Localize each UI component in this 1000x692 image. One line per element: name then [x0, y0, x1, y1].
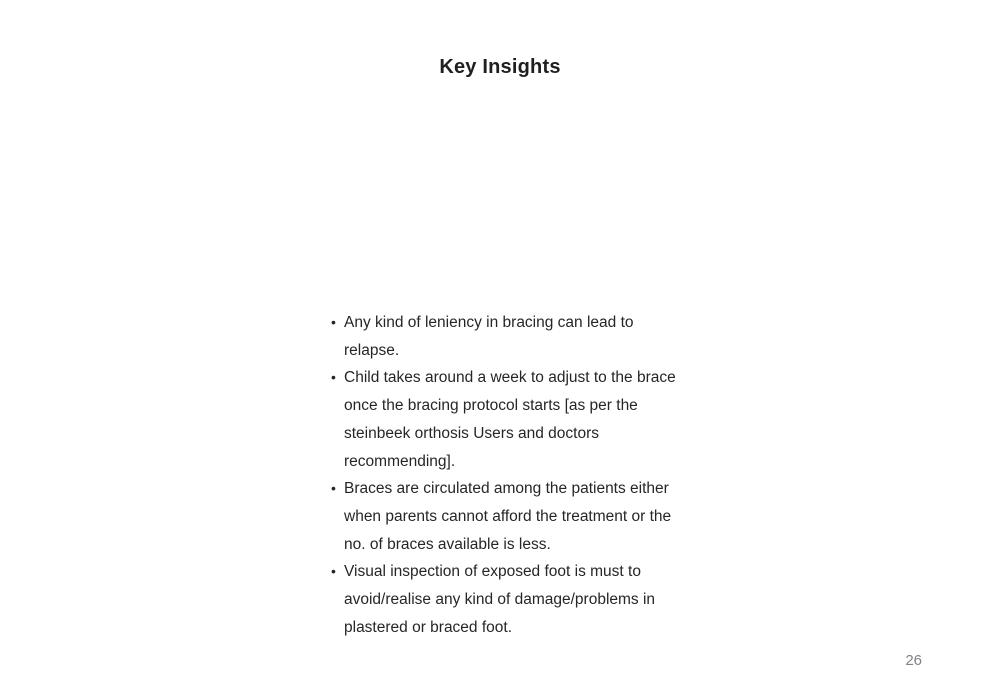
bullet-line: Any kind of leniency in bracing can lead to	[344, 314, 634, 331]
bullet-text	[344, 558, 691, 641]
bullet-item	[331, 309, 691, 364]
bullet-text	[344, 475, 691, 558]
bullet-line: avoid/realise any kind of damage/problems in	[344, 591, 656, 609]
bullet-dot: •	[331, 480, 336, 497]
bullet-line: Child takes around a week to adjust to the brace	[344, 369, 676, 387]
slide-title: Key Insights	[439, 56, 561, 78]
bullet-item	[331, 475, 691, 558]
page-number: 26	[905, 652, 922, 669]
bullet-list	[331, 309, 691, 641]
bullet-line: once the bracing protocol starts [as per the	[344, 397, 638, 415]
bullet-text	[344, 364, 691, 475]
bullet-line: relapse.	[344, 341, 400, 359]
bullet-dot: •	[331, 369, 336, 386]
bullet-line: Braces are circulated among the patients either	[344, 480, 669, 498]
bullet-line: steinbeek orthosis Users and doctors	[344, 424, 600, 442]
bullet-line: when parents cannot afford the treatment or the	[344, 507, 672, 525]
bullet-item	[331, 364, 691, 475]
bullet-dot: •	[331, 563, 336, 580]
bullet-text	[344, 309, 691, 364]
bullet-dot: •	[331, 314, 336, 330]
bullet-line: Visual inspection of exposed foot is must to	[344, 563, 641, 581]
bullet-line: no. of braces available is less.	[344, 535, 551, 553]
bullet-item	[331, 558, 691, 641]
bullet-line: recommending].	[344, 452, 456, 470]
bullet-line: plastered or braced foot.	[344, 618, 513, 636]
